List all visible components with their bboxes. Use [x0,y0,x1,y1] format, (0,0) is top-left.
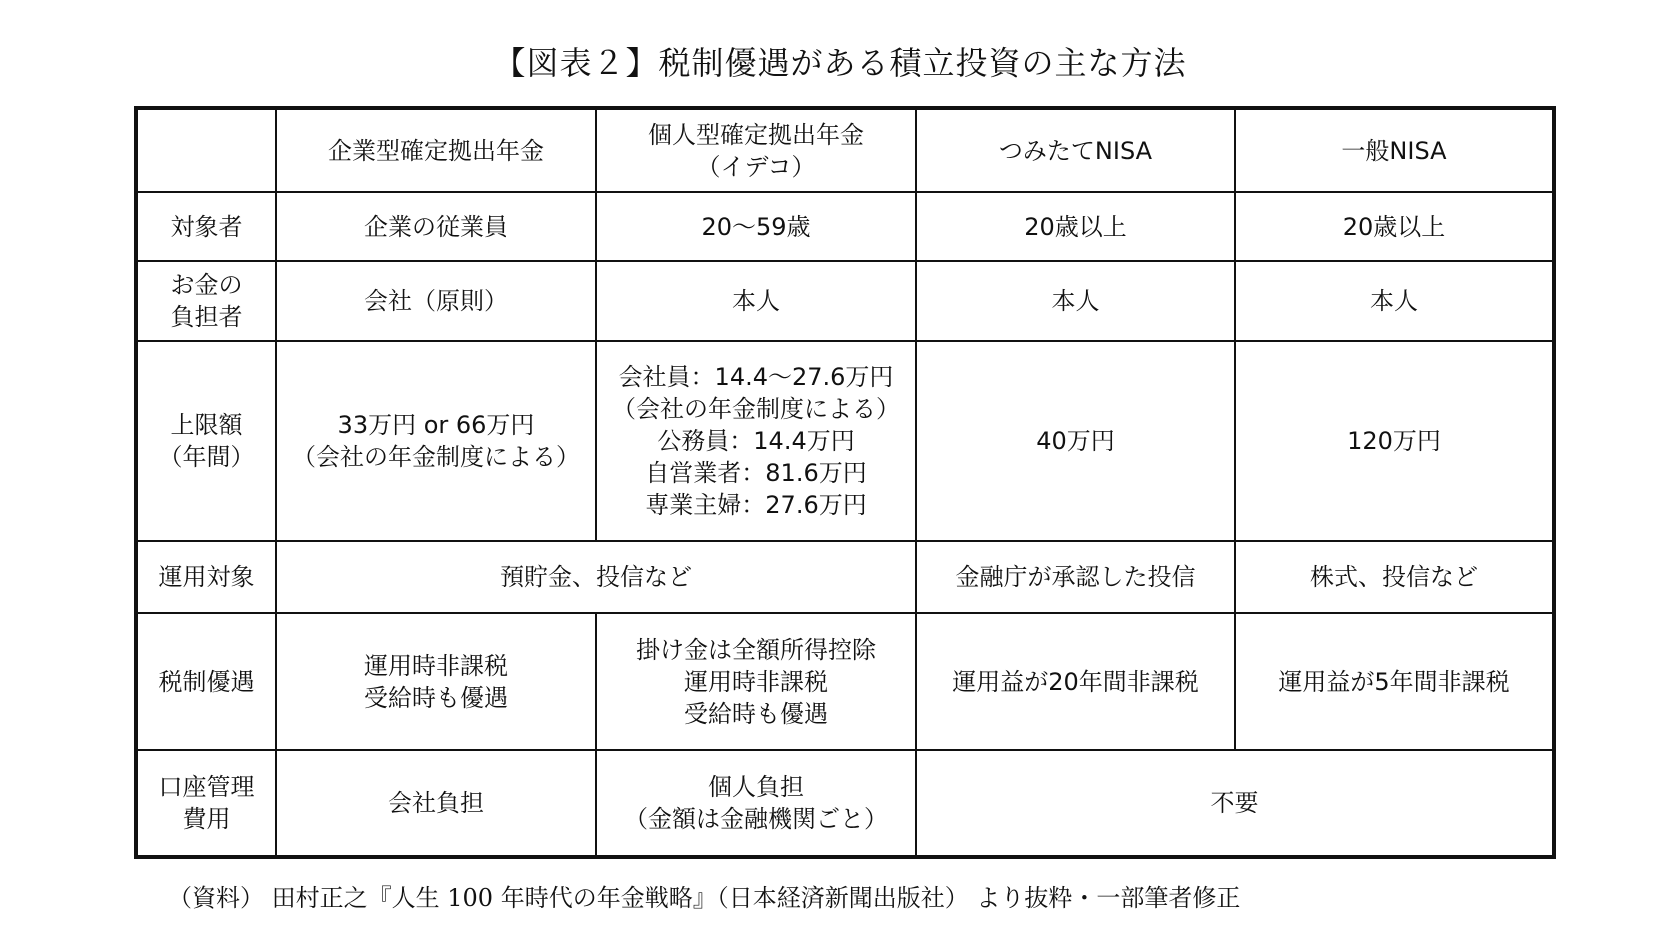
cell-line-text: 運用時非課税 [684,667,828,696]
row-label-text: 税制優遇 [158,667,255,696]
row-label-payer [136,261,276,341]
column-header-general-nisa [1235,108,1554,192]
row-label-text: 上限額 [170,411,243,439]
cell-tax-tsumitate-nisa: 運用益が20年間非課税 [916,613,1235,750]
cell-fee-ideco [596,750,916,857]
cell-tax-general-nisa: 運用益が5年間非課税 [1235,613,1554,750]
page-title: 【図表２】税制優遇がある積立投資の主な方法 [493,44,1187,82]
row-label-text: 費用 [182,805,231,833]
column-header-label: 個人型確定拠出年金 [648,120,864,149]
cell-line-text: 運用時非課税 [364,651,508,680]
cell-line-text: 掛け金は全額所得控除 [636,635,876,664]
cell-target-tsumitate-nisa: 20歳以上 [916,192,1235,261]
row-label-limit [136,341,276,541]
cell-limit-tsumitate-nisa: 40万円 [916,341,1235,541]
column-header-company-dc [276,108,596,192]
cell-line-text: （金額は金融機関ごと） [624,805,888,833]
cell-line-text: （会社の年金制度による） [292,443,580,471]
cell-line-text: 受給時も優遇 [364,683,508,712]
row-label-tax [136,613,276,750]
cell-payer-company-dc: 会社（原則） [276,261,596,341]
cell-line-text: 個人負担 [708,773,804,801]
row-label-text: 対象者 [170,212,243,241]
cell-payer-tsumitate-nisa: 本人 [916,261,1235,341]
column-header-sublabel: （イデコ） [696,152,816,181]
table-row-target [136,192,1554,261]
comparison-table [134,106,1556,859]
cell-limit-company-dc [276,341,596,541]
cell-target-general-nisa: 20歳以上 [1235,192,1554,261]
row-label-text: 運用対象 [158,563,255,591]
source-note: （資料） 田村正之『人生 100 年時代の年金戦略』（日本経済新聞出版社） より抜粋・一部筆者修正 [168,884,1241,912]
column-header-ideco [596,108,916,192]
cell-line-text: 会社員：14.4～27.6万円 [618,363,894,391]
row-label-text: （年間） [158,443,255,471]
row-label-investment [136,541,276,613]
cell-line-text: 専業主婦：27.6万円 [645,491,867,519]
cell-investment-dc-combined: 預貯金、投信など [276,541,916,613]
table-row-limit [136,341,1554,541]
cell-line-text: （会社の年金制度による） [612,395,900,423]
cell-line-text: 自営業者：81.6万円 [645,459,867,487]
cell-investment-general-nisa: 株式、投信など [1235,541,1554,613]
cell-fee-company-dc: 会社負担 [276,750,596,857]
cell-limit-ideco [596,341,916,541]
table-row-investment [136,541,1554,613]
cell-payer-general-nisa: 本人 [1235,261,1554,341]
row-label-fee [136,750,276,857]
cell-tax-ideco [596,613,916,750]
cell-tax-company-dc [276,613,596,750]
row-label-text: 負担者 [170,303,243,331]
cell-line-text: 公務員：14.4万円 [657,427,855,455]
row-label-text: 口座管理 [158,773,255,801]
column-header-label: 企業型確定拠出年金 [328,136,544,165]
row-label-target [136,192,276,261]
cell-investment-tsumitate-nisa: 金融庁が承認した投信 [916,541,1235,613]
table-row-tax [136,613,1554,750]
corner-cell [136,108,276,192]
table-row-fee [136,750,1554,857]
column-header-label: 一般NISA [1341,136,1447,165]
column-header-tsumitate-nisa [916,108,1235,192]
cell-line-text: 33万円 or 66万円 [337,411,535,439]
row-label-text: お金の [170,271,243,299]
cell-target-ideco: 20～59歳 [596,192,916,261]
cell-limit-general-nisa: 120万円 [1235,341,1554,541]
header-row [136,108,1554,192]
cell-target-company-dc: 企業の従業員 [276,192,596,261]
column-header-label: つみたてNISA [998,136,1153,165]
cell-fee-nisa-combined: 不要 [916,750,1554,857]
table-row-payer [136,261,1554,341]
cell-payer-ideco: 本人 [596,261,916,341]
cell-line-text: 受給時も優遇 [684,699,828,728]
